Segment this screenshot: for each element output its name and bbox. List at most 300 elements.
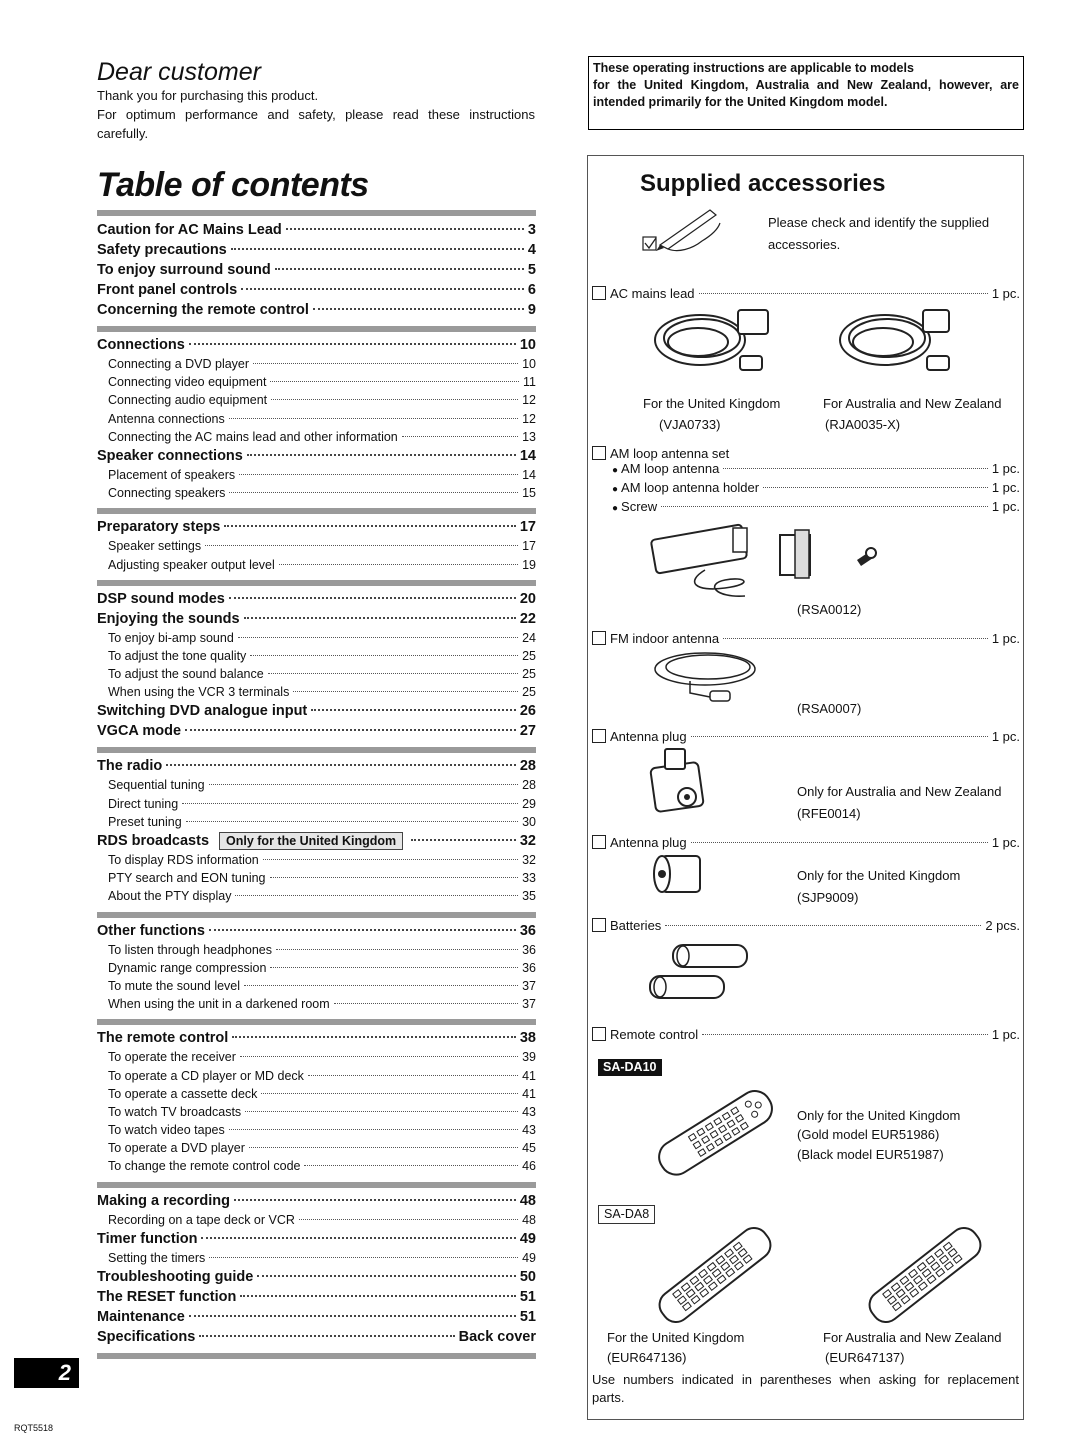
toc-label: To watch video tapes xyxy=(108,1123,225,1138)
item-label: AM loop antenna set xyxy=(610,446,730,461)
dot-leader xyxy=(249,1147,518,1148)
dot-leader xyxy=(231,248,524,250)
toc-entry xyxy=(97,1191,536,1211)
toc-subentry xyxy=(97,665,536,683)
dot-leader xyxy=(299,1219,518,1220)
toc-section xyxy=(97,508,536,573)
toc-subentry xyxy=(97,1085,536,1103)
dot-leader xyxy=(201,1237,515,1239)
toc-section xyxy=(97,220,536,320)
item-label: Screw xyxy=(621,499,658,514)
table-of-contents-heading: Table of contents xyxy=(97,166,369,204)
toc-page-number: 32 xyxy=(519,833,536,849)
toc-entry xyxy=(97,220,536,240)
toc-page-number: 48 xyxy=(519,1192,536,1209)
dot-leader xyxy=(209,929,516,931)
dot-leader xyxy=(268,673,518,674)
toc-label: Setting the timers xyxy=(108,1250,206,1265)
dot-leader xyxy=(238,637,518,638)
toc-page-number: 25 xyxy=(522,667,536,682)
dot-leader xyxy=(229,418,518,419)
toc-label: Speaker connections xyxy=(97,447,243,464)
dot-leader xyxy=(263,859,518,860)
toc-subentry xyxy=(97,1048,536,1066)
toc-subentry xyxy=(97,941,536,959)
toc-entry xyxy=(97,517,536,537)
toc-subentry xyxy=(97,1103,536,1121)
toc-subentry xyxy=(97,977,536,995)
toc-page-number: 4 xyxy=(527,242,536,258)
toc-entry xyxy=(97,1327,536,1347)
toc-page-number: 20 xyxy=(519,590,536,607)
uk-lead-code: (VJA0733) xyxy=(659,417,721,432)
antenna-plug-au-row xyxy=(592,727,1020,744)
toc-entry xyxy=(97,446,536,466)
toc-subentry xyxy=(97,776,536,794)
dot-leader xyxy=(293,691,518,692)
dot-leader xyxy=(244,617,516,619)
toc-subentry xyxy=(97,1211,536,1229)
toc-entry xyxy=(97,1229,536,1249)
remote-control-row xyxy=(592,1025,1020,1042)
toc-entry xyxy=(97,240,536,260)
fm-indoor-antenna-row xyxy=(592,629,1020,646)
toc-section xyxy=(97,326,536,502)
item-label: AM loop antenna xyxy=(621,461,720,476)
dot-leader xyxy=(189,343,516,345)
dot-leader xyxy=(270,967,518,968)
dot-leader xyxy=(257,1275,516,1277)
dot-leader xyxy=(304,1165,518,1166)
toc-subentry xyxy=(97,1067,536,1085)
toc-label: Concerning the remote control xyxy=(97,302,309,318)
dot-leader xyxy=(232,1036,516,1038)
toc-page-number: 41 xyxy=(522,1086,536,1101)
sa-da8-tag: SA-DA8 xyxy=(598,1205,655,1224)
toc-entry xyxy=(97,921,536,941)
item-label: Batteries xyxy=(610,918,662,933)
checkbox-icon xyxy=(592,286,606,300)
toc-subentry xyxy=(97,813,536,831)
checkbox-icon xyxy=(592,446,606,460)
toc-label: VGCA mode xyxy=(97,723,182,740)
dot-leader xyxy=(229,492,518,493)
dot-leader xyxy=(241,288,524,290)
toc-section xyxy=(97,1019,536,1175)
item-qty: 1 pc. xyxy=(991,1027,1020,1042)
toc-page-number: 17 xyxy=(519,519,536,536)
checkbox-icon xyxy=(592,631,606,645)
toc-subentry xyxy=(97,1157,536,1175)
da8-uk-code: (EUR647136) xyxy=(607,1350,687,1365)
toc-page-number: 24 xyxy=(522,630,536,645)
am-set-code: (RSA0012) xyxy=(797,602,862,617)
toc-label: Switching DVD analogue input xyxy=(97,703,308,720)
intro-advice: For optimum performance and safety, please read these instructions carefully. xyxy=(97,107,535,141)
dot-leader xyxy=(189,1315,516,1317)
dot-leader xyxy=(313,308,524,310)
toc-label: Antenna connections xyxy=(108,411,225,426)
toc-label: Connecting video equipment xyxy=(108,375,267,390)
toc-label: To enjoy surround sound xyxy=(97,262,271,278)
antenna-plug-au-icon xyxy=(645,745,715,820)
toc-page-number: 41 xyxy=(522,1068,536,1083)
toc-entry xyxy=(97,589,536,609)
toc-label: Speaker settings xyxy=(108,539,202,554)
toc-label: Front panel controls xyxy=(97,282,238,298)
toc-label: DSP sound modes xyxy=(97,590,225,607)
dot-leader xyxy=(205,545,518,546)
fm-code: (RSA0007) xyxy=(797,701,862,716)
toc-page-number: 49 xyxy=(519,1230,536,1247)
toc-label: Preparatory steps xyxy=(97,519,221,536)
toc-label: To operate a cassette deck xyxy=(108,1086,258,1101)
dot-leader xyxy=(261,1093,518,1094)
da8-au-code: (EUR647137) xyxy=(825,1350,905,1365)
toc-label: To adjust the sound balance xyxy=(108,667,264,682)
toc-subentry xyxy=(97,1249,536,1267)
toc-label: Other functions xyxy=(97,922,205,939)
toc-page-number: 39 xyxy=(522,1050,536,1065)
toc-label: Enjoying the sounds xyxy=(97,610,240,627)
toc-subentry xyxy=(97,1121,536,1139)
notice-line-1: These operating instructions are applicable to models xyxy=(593,61,914,75)
dot-leader xyxy=(250,655,518,656)
toc-subentry xyxy=(97,410,536,428)
dot-leader xyxy=(311,709,516,711)
uk-lead-caption: For the United Kingdom xyxy=(643,396,781,411)
toc-bottom-rule xyxy=(97,1353,536,1362)
toc-section xyxy=(97,580,536,742)
toc-page-number: 25 xyxy=(522,685,536,700)
toc-page-number: 25 xyxy=(522,648,536,663)
toc-page-number: 19 xyxy=(522,557,536,572)
toc-entry xyxy=(97,701,536,721)
remote-da8-uk-icon xyxy=(650,1225,780,1325)
toc-label: Maintenance xyxy=(97,1309,185,1325)
toc-page-number: 10 xyxy=(519,337,536,353)
toc-entry xyxy=(97,831,536,851)
dot-leader xyxy=(275,268,524,270)
toc-label: Adjusting speaker output level xyxy=(108,557,275,572)
dot-leader xyxy=(271,399,518,400)
item-label: AM loop antenna holder xyxy=(621,480,760,495)
page-number: 2 xyxy=(14,1358,79,1388)
toc-subentry xyxy=(97,537,536,555)
batteries-row xyxy=(592,916,1020,933)
batteries-icon xyxy=(645,940,755,1005)
toc-page-number: 33 xyxy=(522,871,536,886)
antenna-plug-uk-row xyxy=(592,833,1020,850)
toc-subentry xyxy=(97,484,536,502)
item-qty: 1 pc. xyxy=(991,631,1020,646)
toc-subentry xyxy=(97,355,536,373)
toc-entry xyxy=(97,260,536,280)
sa-da10-tag: SA-DA10 xyxy=(598,1059,662,1076)
dot-leader xyxy=(276,949,518,950)
toc-page-number: 27 xyxy=(519,723,536,740)
dot-leader xyxy=(286,228,524,230)
toc-page-number: Back cover xyxy=(458,1329,536,1345)
replacement-parts-note: Use numbers indicated in parentheses when asking for replacement parts. xyxy=(592,1372,1019,1405)
toc-label: Connecting speakers xyxy=(108,486,226,501)
toc-label: To listen through headphones xyxy=(108,942,273,957)
document-code: RQT5518 xyxy=(14,1423,54,1433)
toc-entry xyxy=(97,280,536,300)
toc-label: Recording on a tape deck or VCR xyxy=(108,1212,295,1227)
toc-page-number: 37 xyxy=(522,978,536,993)
model-applicability-notice xyxy=(588,56,1024,130)
item-qty: 2 pcs. xyxy=(985,918,1020,933)
plug-uk-code: (SJP9009) xyxy=(797,890,859,905)
dot-leader xyxy=(209,1257,518,1258)
toc-subentry xyxy=(97,428,536,446)
toc-page-number: 50 xyxy=(519,1269,536,1285)
da8-uk-caption: For the United Kingdom xyxy=(607,1330,745,1345)
supplied-accessories-heading: Supplied accessories xyxy=(640,170,886,197)
toc-subentry xyxy=(97,995,536,1013)
toc-page-number: 3 xyxy=(527,222,536,238)
toc-page-number: 9 xyxy=(527,302,536,318)
toc-section xyxy=(97,1182,536,1347)
dot-leader xyxy=(411,839,516,841)
toc-label: Making a recording xyxy=(97,1192,230,1209)
toc-entry xyxy=(97,1267,536,1287)
table-of-contents xyxy=(97,220,536,1362)
toc-page-number: 51 xyxy=(519,1289,536,1305)
toc-page-number: 29 xyxy=(522,796,536,811)
plug-au-caption: Only for Australia and New Zealand xyxy=(797,784,1002,799)
au-lead-code: (RJA0035-X) xyxy=(825,417,901,432)
toc-label: Safety precautions xyxy=(97,242,227,258)
dot-leader xyxy=(402,436,518,437)
toc-subentry xyxy=(97,851,536,869)
toc-label: To operate a DVD player xyxy=(108,1141,245,1156)
item-qty: 1 pc. xyxy=(991,835,1020,850)
item-label: Antenna plug xyxy=(610,729,687,744)
item-label: FM indoor antenna xyxy=(610,631,720,646)
am-loop-antenna-icon xyxy=(645,520,895,605)
toc-label: Connecting a DVD player xyxy=(108,357,250,371)
item-qty: 1 pc. xyxy=(991,461,1020,476)
toc-subentry xyxy=(97,629,536,647)
toc-label: Caution for AC Mains Lead xyxy=(97,222,282,238)
uk-mains-lead-icon xyxy=(650,300,780,380)
checkbox-icon xyxy=(592,835,606,849)
toc-page-number: 12 xyxy=(522,393,536,408)
toc-label: Dynamic range compression xyxy=(108,960,267,975)
toc-top-rule xyxy=(97,210,536,216)
toc-label: PTY search and EON tuning xyxy=(108,871,266,886)
remote-da8-au-icon xyxy=(860,1225,990,1325)
toc-page-number: 22 xyxy=(519,610,536,627)
toc-subentry xyxy=(97,683,536,701)
toc-label: To adjust the tone quality xyxy=(108,648,247,663)
accessories-check-note: Please check and identify the supplied accessories. xyxy=(768,215,990,252)
toc-page-number: 36 xyxy=(522,942,536,957)
dot-leader xyxy=(234,1199,516,1201)
toc-label: To operate a CD player or MD deck xyxy=(108,1068,304,1083)
dot-leader xyxy=(235,895,518,896)
toc-page-number: 45 xyxy=(522,1141,536,1156)
dot-leader xyxy=(209,784,518,785)
dot-leader xyxy=(185,729,516,731)
toc-entry xyxy=(97,300,536,320)
da8-au-caption: For Australia and New Zealand xyxy=(823,1330,1002,1345)
toc-subentry xyxy=(97,373,536,391)
toc-label: When using the unit in a darkened room xyxy=(108,997,330,1012)
toc-subentry xyxy=(97,959,536,977)
toc-subentry xyxy=(97,466,536,484)
dot-leader xyxy=(240,1056,518,1057)
toc-entry xyxy=(97,1028,536,1048)
plug-uk-caption: Only for the United Kingdom xyxy=(797,868,961,883)
toc-page-number: 28 xyxy=(522,778,536,793)
dot-leader xyxy=(279,564,518,565)
toc-page-number: 36 xyxy=(522,960,536,975)
toc-label: Sequential tuning xyxy=(108,778,205,793)
toc-label: To change the remote control code xyxy=(108,1159,301,1174)
toc-page-number: 48 xyxy=(522,1212,536,1227)
toc-label: Timer function xyxy=(97,1230,198,1247)
toc-page-number: 5 xyxy=(527,262,536,278)
toc-page-number: 14 xyxy=(519,447,536,464)
toc-label: RDS broadcasts xyxy=(97,833,210,849)
toc-label: Connections xyxy=(97,337,185,353)
da10-black: (Black model EUR51987) xyxy=(797,1147,944,1162)
dot-leader xyxy=(166,764,516,766)
toc-page-number: 36 xyxy=(519,922,536,939)
intro-thanks: Thank you for purchasing this product. xyxy=(97,88,319,103)
toc-subentry xyxy=(97,887,536,905)
checklist-pen-icon xyxy=(640,205,730,260)
toc-page-number: 6 xyxy=(527,282,536,298)
dot-leader xyxy=(270,381,519,382)
toc-label: To enjoy bi-amp sound xyxy=(108,630,234,645)
dot-leader xyxy=(245,1111,518,1112)
toc-subentry xyxy=(97,1139,536,1157)
toc-page-number: 38 xyxy=(519,1030,536,1047)
toc-label: The RESET function xyxy=(97,1289,237,1305)
toc-label: When using the VCR 3 terminals xyxy=(108,685,290,700)
toc-entry xyxy=(97,721,536,741)
dot-leader xyxy=(182,803,518,804)
toc-label: The remote control xyxy=(97,1030,229,1047)
da10-caption: Only for the United Kingdom xyxy=(797,1108,961,1123)
toc-page-number: 14 xyxy=(522,467,536,482)
toc-label: Troubleshooting guide xyxy=(97,1269,254,1285)
toc-label: Preset tuning xyxy=(108,814,182,829)
dot-leader xyxy=(229,1129,518,1130)
toc-page-number: 43 xyxy=(522,1123,536,1138)
antenna-plug-uk-icon xyxy=(648,852,708,897)
toc-section xyxy=(97,912,536,1014)
toc-label: About the PTY display xyxy=(108,889,232,904)
au-lead-caption: For Australia and New Zealand xyxy=(823,396,1002,411)
toc-subentry xyxy=(97,795,536,813)
checkbox-icon xyxy=(592,729,606,743)
toc-label: Connecting audio equipment xyxy=(108,393,268,408)
toc-entry xyxy=(97,1287,536,1307)
toc-section xyxy=(97,747,536,905)
dot-leader xyxy=(270,877,519,878)
notice-line-2: for the United Kingdom, Australia and New Zealand, however, are intended primarily for the United Kingdom model. xyxy=(593,78,1019,109)
dear-customer-heading: Dear customer xyxy=(97,58,261,86)
toc-label: To display RDS information xyxy=(108,853,259,867)
toc-entry xyxy=(97,609,536,629)
dot-leader xyxy=(244,985,518,986)
toc-page-number: 32 xyxy=(522,853,536,867)
toc-label: To operate the receiver xyxy=(108,1050,236,1065)
toc-page-number: 10 xyxy=(522,357,536,371)
toc-subentry xyxy=(97,647,536,665)
toc-label: Direct tuning xyxy=(108,796,179,811)
remote-da10-icon xyxy=(650,1082,780,1182)
toc-page-number: 51 xyxy=(519,1309,536,1325)
dot-leader xyxy=(253,363,518,364)
toc-page-number: 15 xyxy=(522,486,536,501)
dot-leader xyxy=(224,525,516,527)
checkbox-icon xyxy=(592,1027,606,1041)
checkbox-icon xyxy=(592,918,606,932)
dot-leader xyxy=(240,1295,516,1297)
dot-leader xyxy=(199,1335,454,1337)
da10-gold: (Gold model EUR51986) xyxy=(797,1127,940,1142)
toc-label: To mute the sound level xyxy=(108,978,241,993)
toc-page-number: 43 xyxy=(522,1104,536,1119)
toc-entry xyxy=(97,1307,536,1327)
toc-label: The radio xyxy=(97,758,163,775)
toc-entry xyxy=(97,335,536,355)
am-loop-antenna-row: ● AM loop antenna 1 pc. xyxy=(612,461,1020,476)
screw-row: ● Screw 1 pc. xyxy=(612,499,1020,514)
toc-page-number: 17 xyxy=(522,539,536,554)
toc-subentry xyxy=(97,556,536,574)
toc-subentry xyxy=(97,391,536,409)
plug-au-code: (RFE0014) xyxy=(797,806,861,821)
toc-page-number: 26 xyxy=(519,703,536,720)
dot-leader xyxy=(334,1003,518,1004)
item-label: AC mains lead xyxy=(610,286,695,301)
item-qty: 1 pc. xyxy=(991,729,1020,744)
toc-page-number: 11 xyxy=(523,375,536,390)
dot-leader xyxy=(247,454,516,456)
toc-page-number: 46 xyxy=(522,1159,536,1174)
toc-label: To watch TV broadcasts xyxy=(108,1104,242,1119)
am-loop-holder-row: ● AM loop antenna holder 1 pc. xyxy=(612,480,1020,495)
uk-only-badge: Only for the United Kingdom xyxy=(219,832,403,850)
toc-page-number: 49 xyxy=(522,1250,536,1265)
ac-mains-lead-row xyxy=(592,284,1020,301)
toc-page-number: 35 xyxy=(522,889,536,904)
dot-leader xyxy=(239,474,518,475)
toc-page-number: 13 xyxy=(522,429,536,444)
item-label: Remote control xyxy=(610,1027,699,1042)
toc-page-number: 28 xyxy=(519,758,536,775)
toc-subentry xyxy=(97,869,536,887)
item-qty: 1 pc. xyxy=(991,286,1020,301)
item-qty: 1 pc. xyxy=(991,499,1020,514)
dot-leader xyxy=(229,597,516,599)
toc-entry xyxy=(97,756,536,776)
toc-label: Placement of speakers xyxy=(108,467,236,482)
dot-leader xyxy=(186,821,518,822)
fm-antenna-icon xyxy=(650,645,770,705)
toc-page-number: 30 xyxy=(522,814,536,829)
au-mains-lead-icon xyxy=(835,300,965,380)
toc-page-number: 37 xyxy=(522,997,536,1012)
toc-page-number: 12 xyxy=(522,411,536,426)
